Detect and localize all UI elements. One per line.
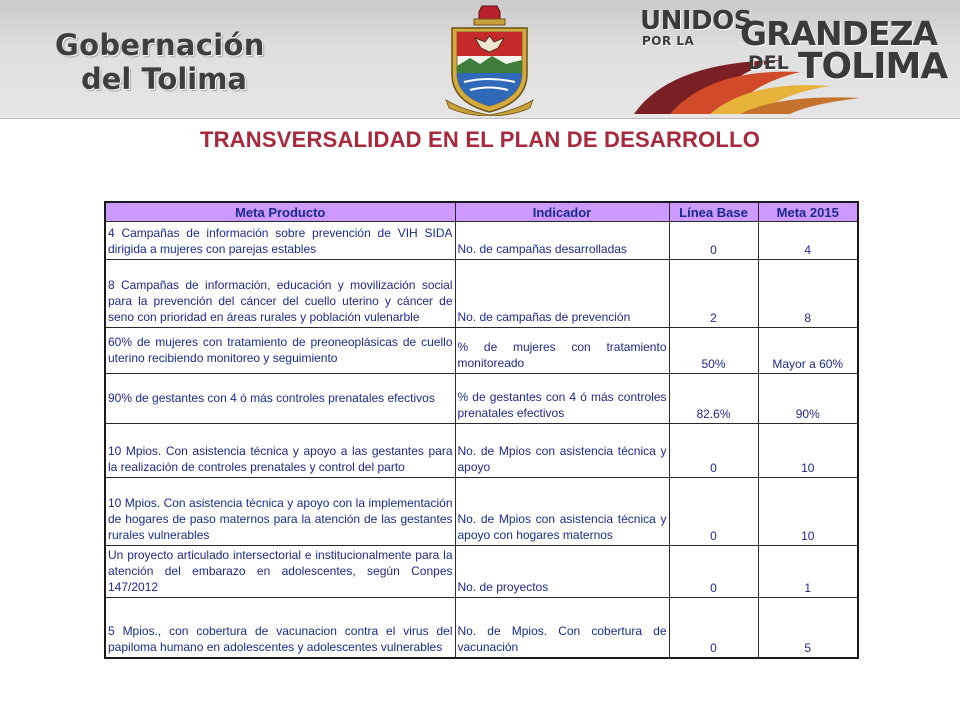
table-header-row [105,202,858,222]
table-row [105,546,858,598]
cell-linea-base: 82.6% [669,374,758,424]
table-row [105,222,858,260]
cell-meta-2015: 90% [758,374,858,424]
cell-linea-base: 0 [669,222,758,260]
cell-linea-base: 0 [669,546,758,598]
table-row [105,478,858,546]
slide-title: TRANSVERSALIDAD EN EL PLAN DE DESARROLLO [199,127,761,152]
cell-linea-base: 2 [669,260,758,328]
logo-grandeza-text: GRANDEZA [740,14,938,53]
cell-meta-2015: 5 [758,598,858,658]
cell-meta-2015: 10 [758,478,858,546]
col-header-indicador: Indicador [455,202,669,222]
logo-del-text: DEL [748,52,789,74]
cell-meta: 90% de gestantes con 4 ó más controles prenatales efectivos [105,374,455,424]
cell-meta: 60% de mujeres con tratamiento de preoneoplásicas de cuello uterino recibiendo monitoreo y seguimiento [105,328,455,374]
cell-linea-base: 0 [669,598,758,658]
table-row [105,598,858,658]
cell-indicador: No. de campañas de prevención [455,260,669,328]
logo-tolima-text: TOLIMA [798,46,948,87]
cell-meta: 4 Campañas de información sobre prevención de VIH SIDA dirigida a mujeres con parejas estables [105,222,455,260]
table-row [105,424,858,478]
cell-meta: 5 Mpios., con cobertura de vacunacion contra el virus del papiloma humano en adolescentes y adolescentes vulnerables [105,598,455,658]
cell-meta-2015: 4 [758,222,858,260]
col-header-meta-2015: Meta 2015 [758,202,858,222]
cell-meta: 8 Campañas de información, educación y movilización social para la prevención del cáncer del cuello uterino y cáncer de seno con prioridad en áreas rurales y población vulenarble [105,260,455,328]
cell-indicador: No. de proyectos [455,546,669,598]
cell-meta-2015: Mayor a 60% [758,328,858,374]
gov-logo-line2: del Tolima [81,62,247,96]
gov-logo-line1: Gobernación [55,28,265,62]
table-row [105,260,858,328]
table-row [105,374,858,424]
cell-indicador: No. de Mpios con asistencia técnica y apoyo [455,424,669,478]
logo-unidos-text: UNIDOS [640,6,752,36]
col-header-meta-producto: Meta Producto [105,202,455,222]
cell-indicador: No. de Mpios. Con cobertura de vacunación [455,598,669,658]
cell-meta: 10 Mpios. Con asistencia técnica y apoyo a las gestantes para la realización de controles prenatales y control del parto [105,424,455,478]
cell-meta: 10 Mpios. Con asistencia técnica y apoyo con la implementación de hogares de paso maternos para la atención de las gestantes rurales vulnerables [105,478,455,546]
cell-meta-2015: 8 [758,260,858,328]
gobernacion-logo [55,28,295,96]
cell-indicador: % de mujeres con tratamiento monitoreado [455,328,669,374]
cell-meta-2015: 1 [758,546,858,598]
cell-indicador: No. de campañas desarrolladas [455,222,669,260]
cell-linea-base: 0 [669,424,758,478]
unidos-por-la-grandeza-logo [630,2,950,116]
cell-indicador: No. de Mpios con asistencia técnica y apoyo con hogares maternos [455,478,669,546]
metas-table [104,201,859,659]
table-row [105,328,858,374]
cell-meta: Un proyecto articulado intersectorial e institucionalmente para la atención del embarazo en adolescentes, según Conpes 147/2012 [105,546,455,598]
cell-meta-2015: 10 [758,424,858,478]
cell-linea-base: 50% [669,328,758,374]
cell-indicador: % de gestantes con 4 ó más controles prenatales efectivos [455,374,669,424]
tolima-crest-icon [442,4,537,116]
col-header-linea-base: Línea Base [669,202,758,222]
logo-porla-text: POR LA [642,34,695,48]
cell-linea-base: 0 [669,478,758,546]
header-band [0,0,960,119]
